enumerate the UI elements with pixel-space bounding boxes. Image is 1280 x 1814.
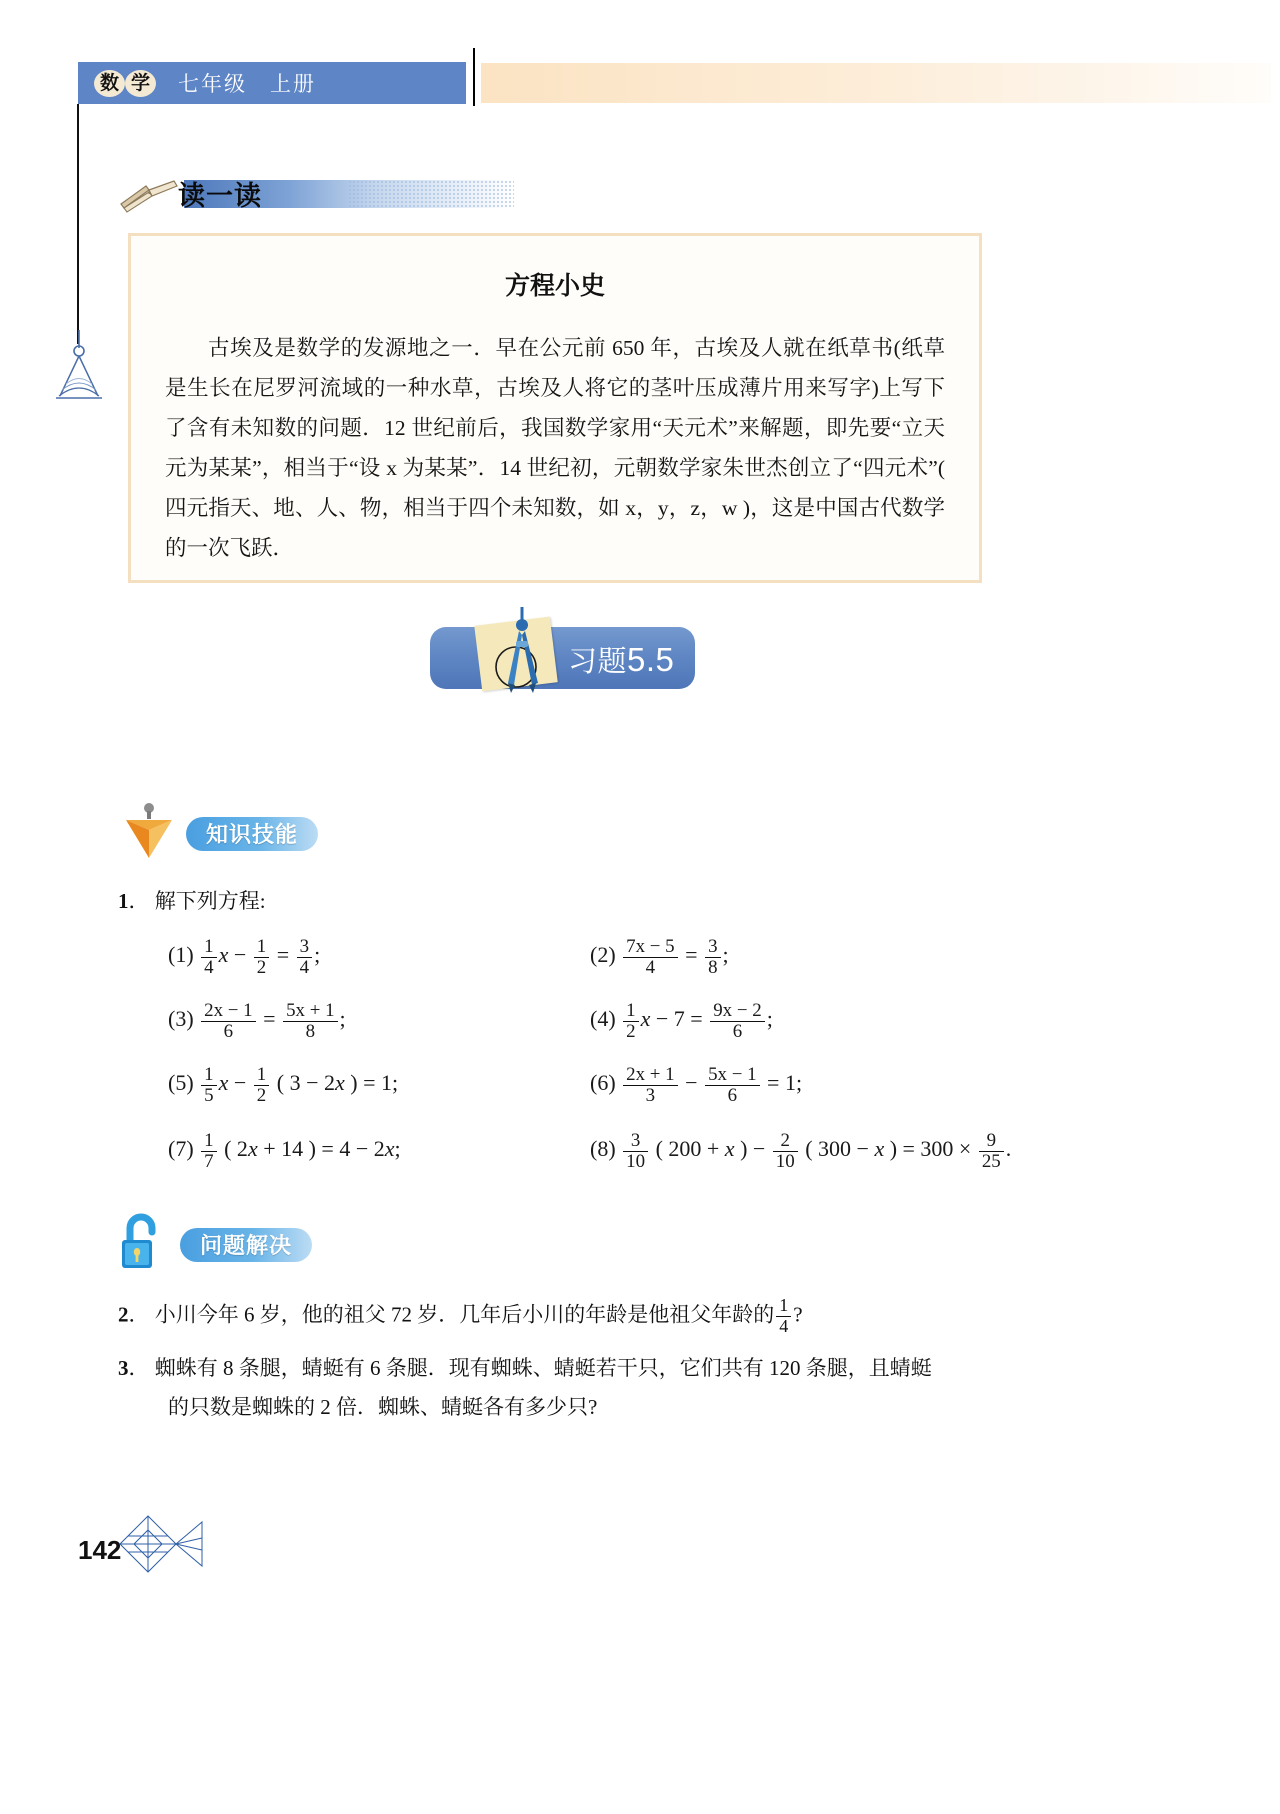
problem-3-line-2-row (168, 1391, 597, 1421)
section-knowledge-skills-label: 知识技能 (186, 817, 318, 851)
problem-3-line-1: 蜘蛛有 8 条腿，蜻蜓有 6 条腿．现有蜘蛛、蜻蜓若干只，它们共有 120 条腿，且蜻蜓 (154, 1356, 932, 1380)
fraction-5x-1-6: $\frac{5x - 1}{6}$ (705, 1065, 759, 1107)
article-body: 古埃及是数学的发源地之一．早在公元前 650 年，古埃及人就在纸草书(纸草是生长在尼罗河流域的一种水草，古埃及人将它的茎叶压成薄片用来写字)上写下了含有未知数的问题．12 世纪前后，我国数学家用“天元术”来解题，即先要“立天元为某某”，相当于“设 x 为某某”．14 世纪初，元朝数学家朱世杰创立了“四元术”( 四元指天、地、人、物，相当于四个未知数，如 x，y，z，w )，这是中国古代数学的一次飞跃． (165, 336, 945, 560)
equation-7-label: (7) (168, 1135, 194, 1161)
fraction-5x+1-8: $\frac{5x + 1}{8}$ (283, 1001, 337, 1043)
read-section-header (118, 168, 518, 214)
problem-1-text: 解下列方程: (154, 889, 266, 913)
read-section-dots (348, 180, 514, 208)
page-number: 142 (78, 1535, 122, 1565)
exercise-label: 习题 (568, 644, 628, 678)
left-margin-rule (77, 104, 79, 344)
header-grade-label: 七年级 上册 (178, 72, 316, 96)
fraction-7x-5-4: $\frac{7x - 5}{4}$ (623, 937, 677, 979)
exercise-badge (430, 627, 695, 689)
equation-8-label: (8) (590, 1135, 616, 1161)
read-section-label: 读一读 (178, 181, 262, 212)
equation-item-8: (8) $\frac{3}{10}$ ( 200 + x ) − $\frac{2}{10}$ ( 300 − x ) = 300 × $\frac{9}{25}$ . (590, 1130, 1012, 1173)
fraction-3-8: $\frac{3}{8}$ (705, 937, 720, 979)
problem-2-number: 2 (118, 1302, 129, 1327)
subject-logo (94, 70, 156, 97)
header-decor-band (481, 63, 1271, 103)
problem-2 (118, 1296, 803, 1336)
fraction-3-10: $\frac{3}{10}$ (623, 1131, 648, 1173)
fraction-1-4: $\frac{1}{4}$ (201, 937, 216, 979)
section-knowledge-skills (120, 800, 318, 867)
equation-2-label: (2) (590, 941, 616, 967)
exercise-number: 5.5 (627, 641, 675, 678)
problem-1-prompt (118, 885, 266, 915)
problem-3-dot: ． (128, 1356, 150, 1380)
equation-4-label: (4) (590, 1005, 616, 1031)
page-header (0, 62, 1280, 104)
section-problem-solving-label: 问题解决 (180, 1228, 312, 1262)
subject-char-2: 学 (125, 70, 156, 97)
problem-3 (118, 1352, 932, 1382)
pyramid-icon (120, 800, 178, 867)
section-problem-solving (116, 1212, 312, 1277)
equation-item-5: (5) $\frac{1}{5}$ x − $\frac{1}{2}$ ( 3 − 2x ) = 1; (168, 1064, 399, 1107)
problem-1-dot: ． (128, 889, 150, 913)
article-title: 方程小史 (504, 271, 605, 300)
fraction-1-5: $\frac{1}{5}$ (201, 1065, 216, 1107)
equation-item-6: (6) $\frac{2x + 1}{3}$ − $\frac{5x - 1}{6}$ = 1; (590, 1064, 803, 1107)
fraction-2x-1-6: $\frac{2x - 1}{6}$ (201, 1001, 255, 1043)
compass-icon (486, 605, 558, 702)
fraction-9-25: $\frac{9}{25}$ (979, 1131, 1004, 1173)
equation-5-label: (5) (168, 1069, 194, 1095)
equation-item-2: (2) $\frac{7x - 5}{4}$ = $\frac{3}{8}$ ; (590, 936, 729, 979)
equation-6-label: (6) (590, 1069, 616, 1095)
subject-char-1: 数 (94, 70, 125, 97)
fraction-1-7: $\frac{1}{7}$ (201, 1131, 216, 1173)
equation-item-3: (3) $\frac{2x - 1}{6}$ = $\frac{5x + 1}{8}$ ; (168, 1000, 346, 1043)
header-divider-line (473, 48, 475, 106)
header-title-bar (78, 62, 466, 104)
problem-3-line-2: 的只数是蜘蛛的 2 倍．蜘蛛、蜻蜓各有多少只? (168, 1395, 598, 1419)
fraction-3-4: $\frac{3}{4}$ (297, 937, 312, 979)
problem-1-number: 1 (118, 889, 129, 913)
problem-2-dot: ． (128, 1302, 150, 1327)
fraction-2-10: $\frac{2}{10}$ (773, 1131, 798, 1173)
compass-ornament-icon (46, 330, 112, 408)
fraction-9x-2-6: $\frac{9x - 2}{6}$ (710, 1001, 764, 1043)
problem-2-text-end: ? (793, 1302, 803, 1327)
fraction-1-4-b: $\frac{1}{4}$ (776, 1296, 791, 1336)
padlock-icon (116, 1212, 172, 1277)
fraction-1-2: $\frac{1}{2}$ (254, 937, 269, 979)
exercise-badge-text (568, 639, 674, 680)
problem-2-text: 小川今年 6 岁，他的祖父 72 岁．几年后小川的年龄是他祖父年龄的 (154, 1302, 775, 1327)
fraction-1-2-c: $\frac{1}{2}$ (254, 1065, 269, 1107)
fraction-1-2-b: $\frac{1}{2}$ (623, 1001, 638, 1043)
article-box (128, 233, 982, 583)
fish-ornament-icon (118, 1508, 204, 1585)
open-book-icon (118, 174, 180, 219)
problem-3-number: 3 (118, 1356, 129, 1380)
equation-item-4: (4) $\frac{1}{2}$ x − 7 = $\frac{9x - 2}{6}$ ; (590, 1000, 773, 1043)
equation-item-1: (1) $\frac{1}{4}$ x − $\frac{1}{2}$ = $\frac{3}{4}$ ; (168, 936, 321, 979)
equation-1-label: (1) (168, 941, 194, 967)
equation-item-7: (7) $\frac{1}{7}$ ( 2x + 14 ) = 4 − 2x; (168, 1130, 401, 1173)
fraction-2x+1-3: $\frac{2x + 1}{3}$ (623, 1065, 677, 1107)
equation-3-label: (3) (168, 1005, 194, 1031)
